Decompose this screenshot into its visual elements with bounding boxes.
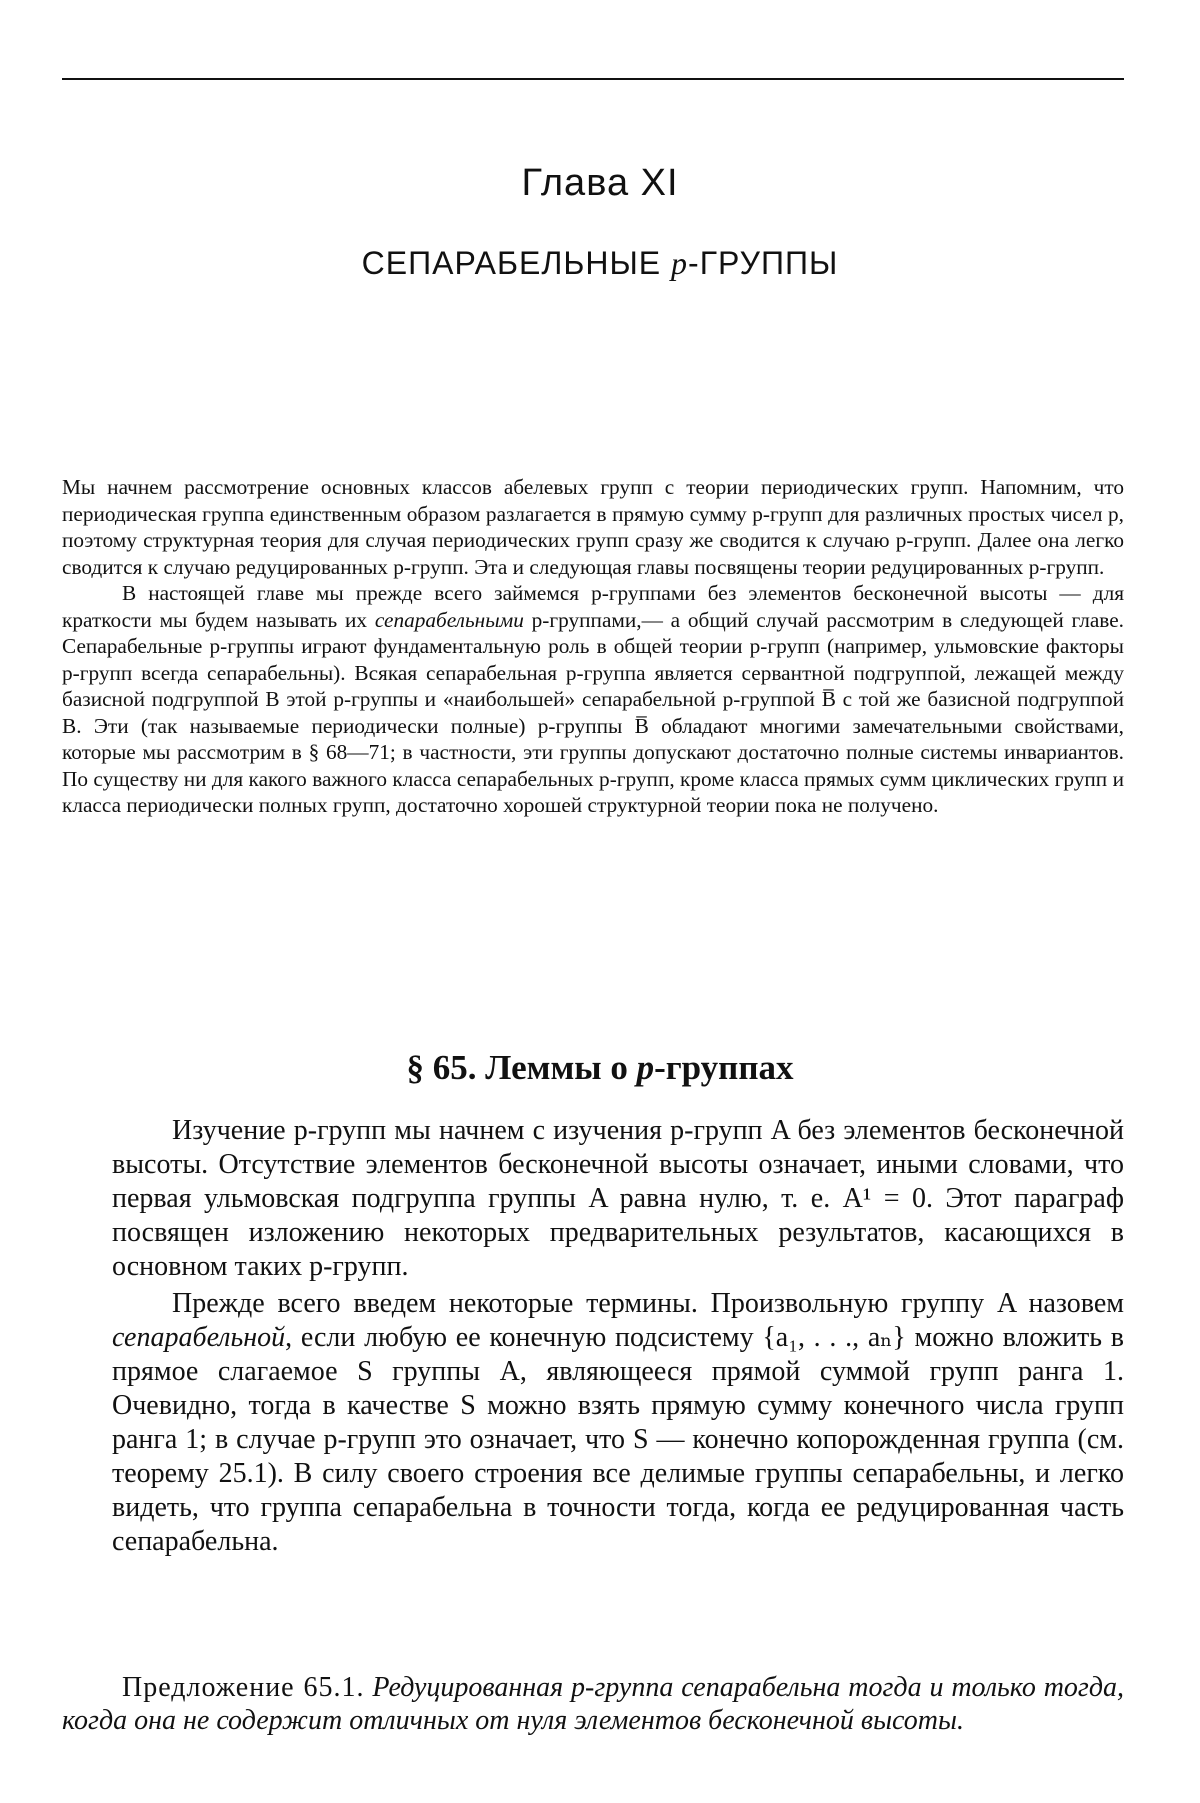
body-p2-part-b: , если любую ее конечную подсистему {a₁, . . ., aₙ} можно вложить в прямое слагаемое S группы A, являющееся прямой суммой групп ранга 1. Очевидно, тогда в качестве S можно взять прямую сумму конечного числа групп ранга 1; в случае p-групп это означает, что S — конечно копорожденная группа (см. теорему 25.1). В силу своего строения все делимые группы сепарабельны, и легко видеть, что группа сепарабельна в точности тогда, когда ее редуцированная часть сепарабельна. xyxy=(112,1322,1124,1557)
body-paragraph-2 xyxy=(112,1287,1124,1559)
intro-p2-emphasis: сепарабельными xyxy=(374,607,524,632)
section-body xyxy=(112,1114,1124,1559)
proposition-65-1 xyxy=(62,1671,1124,1737)
body-p2-part-a: Прежде всего введем некоторые термины. Произвольную группу A назовем xyxy=(172,1288,1124,1319)
proposition-head: Предложение 65.1. xyxy=(122,1672,365,1703)
section-title-suffix: -группах xyxy=(654,1048,794,1087)
chapter-title xyxy=(0,245,1200,282)
intro-paragraph-2 xyxy=(62,580,1124,819)
chapter-title-suffix: -ГРУППЫ xyxy=(688,245,839,281)
chapter-introduction xyxy=(62,474,1124,819)
top-rule xyxy=(62,78,1124,80)
body-p2-emphasis: сепарабельной xyxy=(112,1322,286,1353)
intro-p2-part-b: p-группами,— а общий случай рассмотрим в следующей главе. Сепарабельные p-группы играют фундаментальную роль в общей теории p-групп (например, ульмовские факторы p-групп всегда сепарабельны). Всякая сепарабельная p-группа является сервантной подгруппой, лежащей между базисной подгруппой B этой p-группы и «наибольшей» сепарабельной p-группой B̅ с той же базисной подгруппой B. Эти (так называемые периодически полные) p-группы B̅ обладают многими замечательными свойствами, которые мы рассмотрим в § 68—71; в частности, эти группы допускают достаточно полные системы инвариантов. По существу ни для какого важного класса сепарабельных p-групп, кроме класса прямых сумм циклических групп и класса периодически полных групп, достаточно хорошей структурной теории пока не получено. xyxy=(62,607,1124,817)
proposition-statement: Редуцированная p-группа сепарабельна тогда и только тогда, когда она не содержит отличных от нуля элементов бесконечной высоты. xyxy=(62,1672,1125,1736)
chapter-title-prefix: СЕПАРАБЕЛЬНЫЕ xyxy=(361,245,672,281)
chapter-title-p: p xyxy=(671,245,689,281)
body-paragraph-1: Изучение p-групп мы начнем с изучения p-групп A без элементов бесконечной высоты. Отсутствие элементов бесконечной высоты означает, иными словами, что первая ульмовская подгруппа группы A равна нулю, т. е. A¹ = 0. Этот параграф посвящен изложению некоторых предварительных результатов, касающихся в основном таких p-групп. xyxy=(112,1115,1124,1282)
intro-paragraph-1: Мы начнем рассмотрение основных классов абелевых групп с теории периодических групп. Напомним, что периодическая группа единственным образом разлагается в прямую сумму p-групп для различных простых чисел p, поэтому структурная теория для случая периодических групп сразу же сводится к случаю p-групп. Далее она легко сводится к случаю редуцированных p-групп. Эта и следующая главы посвящены теории редуцированных p-групп. xyxy=(62,475,1124,579)
chapter-number: Глава XI xyxy=(521,162,679,204)
intro-p2-part-a: В настоящей главе мы прежде всего займемся p-группами без элементов бесконечной высоты — для краткости мы будем называть их xyxy=(62,581,1124,632)
section-title-p: p xyxy=(636,1048,655,1087)
section-heading xyxy=(0,1048,1200,1088)
section-title-prefix: § 65. Леммы о xyxy=(406,1048,637,1087)
